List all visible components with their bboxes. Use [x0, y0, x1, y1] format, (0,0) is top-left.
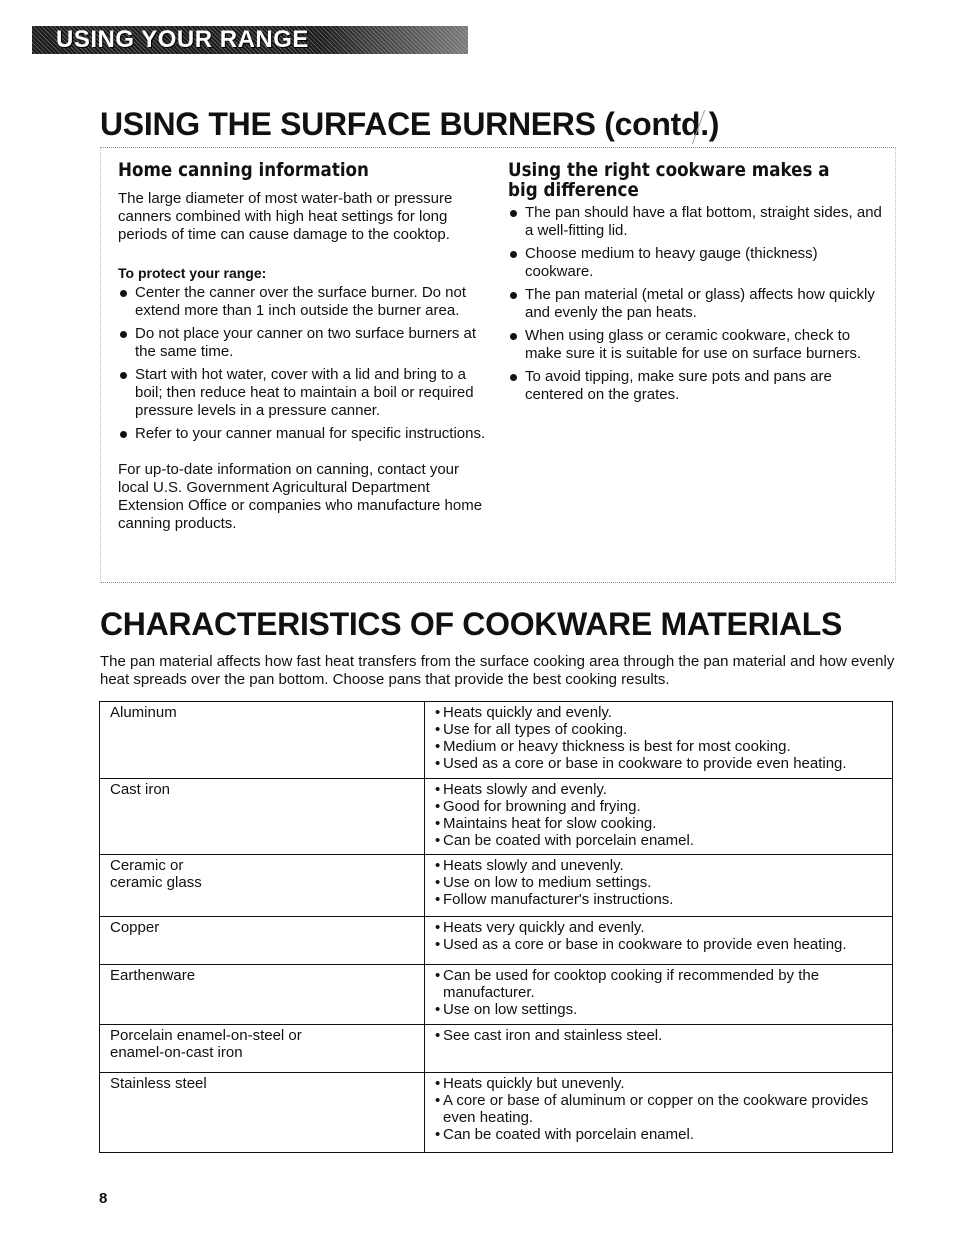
table-row: [100, 855, 893, 917]
material-name: [100, 779, 425, 855]
list-item: When using glass or ceramic cookware, check to make sure it is suitable for use on surface burners.: [508, 327, 888, 363]
right-cookware-heading: [508, 160, 842, 200]
cookware-materials-intro: The pan material affects how fast heat transfers from the surface cooking area through the pan material and how evenly heat spreads over the pan bottom. Choose pans that provide the best cooking results.: [100, 653, 895, 688]
material-name: [100, 917, 425, 965]
list-item: • A core or base of aluminum or copper on the cookware provides even heating.: [435, 1092, 884, 1126]
list-item: • See cast iron and stainless steel.: [435, 1027, 884, 1044]
right-cookware-heading-line1: Using the right cookware makes a: [508, 159, 830, 181]
list-item: Refer to your canner manual for specific instructions.: [118, 425, 490, 443]
material-properties: [425, 779, 893, 855]
list-item: • Used as a core or base in cookware to provide even heating.: [435, 936, 884, 953]
list-item: Choose medium to heavy gauge (thickness) cookware.: [508, 245, 888, 281]
material-properties: [425, 917, 893, 965]
list-item: • Use for all types of cooking.: [435, 721, 884, 738]
table-row: [100, 702, 893, 779]
material-name: [100, 855, 425, 917]
material-name-line: Porcelain enamel-on-steel or: [110, 1027, 302, 1044]
list-item: • Can be coated with porcelain enamel.: [435, 832, 884, 849]
page-number: 8: [99, 1190, 108, 1207]
material-name: [100, 1073, 425, 1153]
material-properties: [425, 1073, 893, 1153]
table-row: [100, 917, 893, 965]
material-name-line: Stainless steel: [110, 1075, 207, 1092]
material-name-line: Copper: [110, 919, 160, 936]
list-item: Center the canner over the surface burner. Do not extend more than 1 inch outside the burner area.: [118, 284, 490, 320]
protect-range-heading: To protect your range:: [118, 265, 267, 281]
material-properties: [425, 965, 893, 1025]
right-cookware-section: [508, 160, 888, 409]
canning-info-note: For up-to-date information on canning, contact your local U.S. Government Agricultural Department Extension Office or companies who manufacture home canning products.: [118, 461, 483, 532]
home-canning-intro: The large diameter of most water-bath or pressure canners combined with high heat settings for long periods of time can cause damage to the cooktop.: [118, 190, 453, 243]
material-name-line: ceramic glass: [110, 874, 202, 891]
table-row: [100, 1025, 893, 1073]
list-item: • Maintains heat for slow cooking.: [435, 815, 884, 832]
list-item: • Heats quickly and evenly.: [435, 704, 884, 721]
protect-range-list: [118, 284, 490, 443]
table-row: [100, 965, 893, 1025]
material-name-line: Aluminum: [110, 704, 177, 721]
home-canning-section: [118, 160, 490, 533]
list-item: • Good for browning and frying.: [435, 798, 884, 815]
list-item: • Use on low to medium settings.: [435, 874, 884, 891]
material-name-line: Cast iron: [110, 781, 171, 798]
material-name: [100, 1025, 425, 1073]
list-item: • Use on low settings.: [435, 1001, 884, 1018]
list-item: • Can be coated with porcelain enamel.: [435, 1126, 884, 1143]
list-item: To avoid tipping, make sure pots and pans are centered on the grates.: [508, 368, 888, 404]
section-banner-label: USING YOUR RANGE: [56, 26, 309, 53]
right-cookware-list: [508, 204, 888, 404]
list-item: • Medium or heavy thickness is best for most cooking.: [435, 738, 884, 755]
list-item: • Heats slowly and unevenly.: [435, 857, 884, 874]
material-name-line: Earthenware: [110, 967, 196, 984]
list-item: • Heats quickly but unevenly.: [435, 1075, 884, 1092]
cookware-materials-table: [99, 701, 893, 1153]
table-row: [100, 1073, 893, 1153]
right-cookware-heading-line2: big difference: [508, 179, 639, 201]
material-name-line: enamel-on-cast iron: [110, 1044, 243, 1061]
list-item: The pan material (metal or glass) affects how quickly and evenly the pan heats.: [508, 286, 888, 322]
list-item: The pan should have a flat bottom, straight sides, and a well-fitting lid.: [508, 204, 888, 240]
material-name: [100, 965, 425, 1025]
section-banner: [32, 26, 468, 54]
table-row: [100, 779, 893, 855]
list-item: Do not place your canner on two surface burners at the same time.: [118, 325, 490, 361]
material-properties: [425, 1025, 893, 1073]
list-item: • Follow manufacturer's instructions.: [435, 891, 884, 908]
surface-burners-title: USING THE SURFACE BURNERS (contd.): [100, 106, 720, 142]
list-item: • Used as a core or base in cookware to provide even heating.: [435, 755, 884, 772]
list-item: Start with hot water, cover with a lid and bring to a boil; then reduce heat to maintain a boil or required pressure levels in a pressure canner.: [118, 366, 490, 420]
cookware-materials-title: CHARACTERISTICS OF COOKWARE MATERIALS: [100, 606, 843, 642]
list-item: • Heats very quickly and evenly.: [435, 919, 884, 936]
material-name-line: Ceramic or: [110, 857, 184, 874]
home-canning-heading: Home canning information: [118, 159, 369, 181]
list-item: • Can be used for cooktop cooking if recommended by the manufacturer.: [435, 967, 884, 1001]
material-properties: [425, 702, 893, 779]
material-name: [100, 702, 425, 779]
list-item: • Heats slowly and evenly.: [435, 781, 884, 798]
material-properties: [425, 855, 893, 917]
